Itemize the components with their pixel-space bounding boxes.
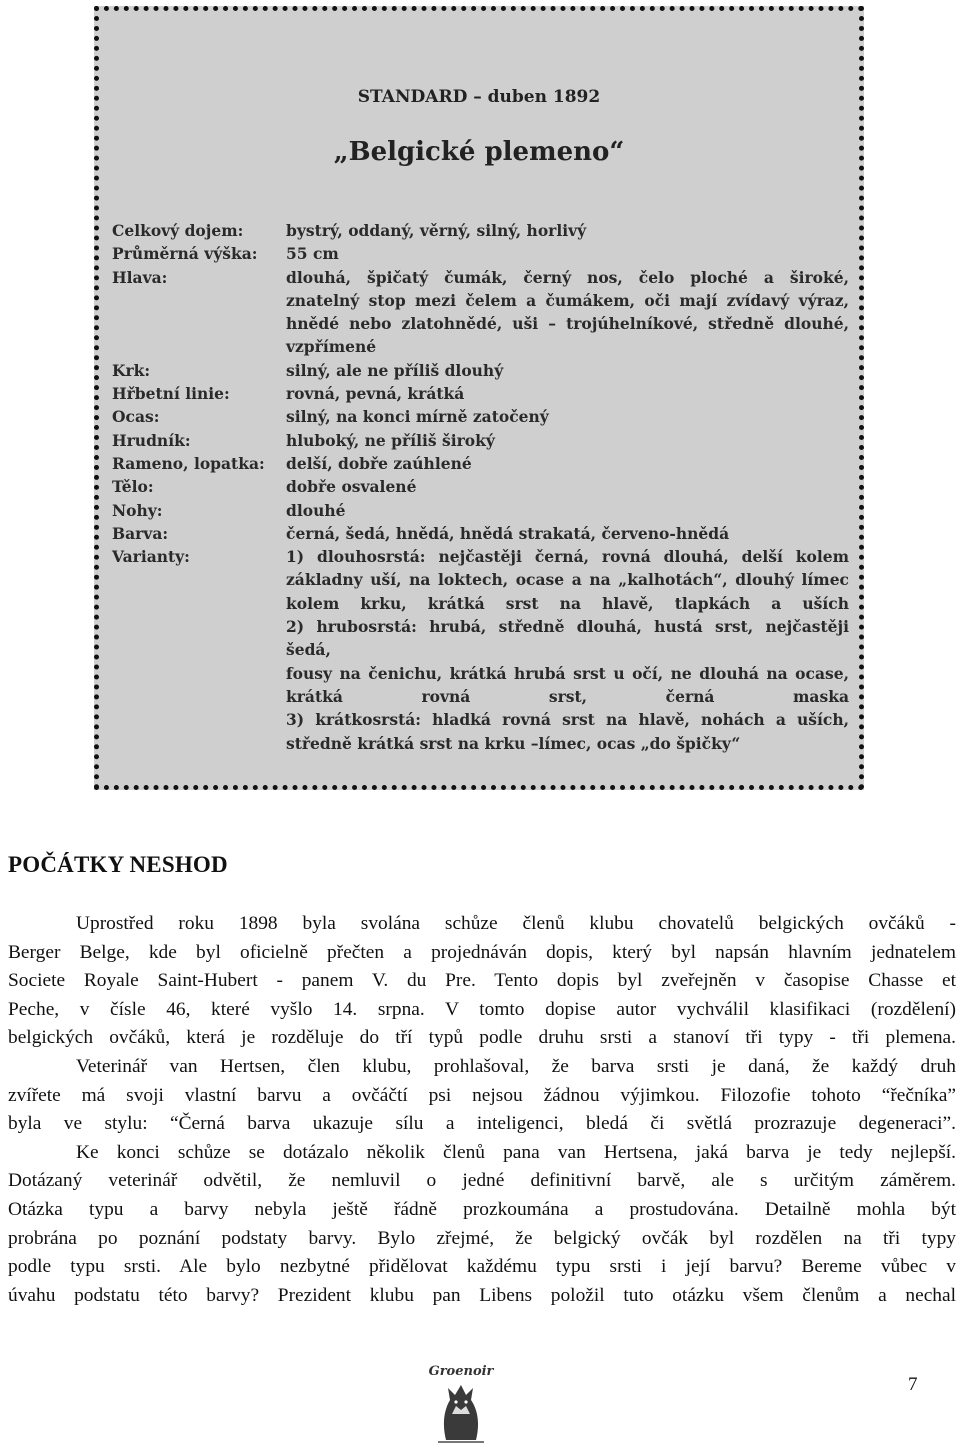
- article-line: Uprostřed roku 1898 byla svolána schůze členů klubu chovatelů belgických ovčáků -: [76, 913, 956, 934]
- standard-row: [112, 242, 849, 265]
- section-title: POČÁTKY NESHOD: [8, 852, 228, 877]
- standard-value-line: rovná, pevná, krátká: [286, 384, 465, 404]
- standard-row-value: [286, 359, 849, 382]
- standard-value-line: kolem krku, krátká srst na hlavě, tlapkách a uších: [286, 593, 849, 613]
- standard-row-value: [286, 475, 849, 498]
- standard-row-label: Ocas:: [112, 407, 160, 427]
- standard-value-line: základny uší, na loktech, ocase a na „kalhotách“, dlouhý límec: [286, 570, 849, 590]
- standard-row: [112, 522, 849, 545]
- standard-box: [94, 6, 864, 790]
- article-body: [8, 910, 956, 1310]
- standard-row: [112, 452, 849, 475]
- standard-value-line: bystrý, oddaný, věrný, silný, horlivý: [286, 221, 587, 240]
- standard-row: [112, 429, 849, 452]
- standard-value-line: krátká rovná srst, černá maska: [286, 686, 849, 706]
- standard-row-value: [286, 545, 849, 755]
- standard-row: [112, 545, 849, 755]
- standard-row-label: Hlava:: [112, 267, 168, 287]
- standard-row-value: [286, 266, 849, 359]
- article-line: zvířete má svoji vlastní barvu a ovčáčtí psi nejsou žádnou výjimkou. Filozofie tohoto “řečníka”: [8, 1084, 956, 1106]
- standard-row-value: [286, 242, 849, 265]
- standard-value-line: vzpřímené: [286, 337, 377, 357]
- standard-row-label: Hrudník:: [112, 430, 191, 450]
- standard-row-label: Celkový dojem:: [112, 221, 244, 240]
- standard-row-value: [286, 382, 849, 405]
- standard-row-value: [286, 219, 849, 242]
- standard-value-line: silný, ale ne příliš dlouhý: [286, 360, 504, 380]
- standard-row-label: Barva:: [112, 523, 169, 543]
- standard-row-label: Rameno, lopatka:: [112, 453, 265, 473]
- standard-row: [112, 219, 849, 242]
- article-line: Dotázaný veterinář odvětil, že nemluvil o jedné definitivní barvě, ale s určitým záměrem.: [8, 1170, 956, 1192]
- breed-title: „Belgické plemeno“: [333, 137, 625, 167]
- groenoir-logo: [428, 1362, 494, 1444]
- standard-value-line: fousy na čenichu, krátká hrubá srst u očí, ne dlouhá na ocase,: [286, 663, 849, 683]
- standard-value-line: znatelný stop mezi čelem a čumákem, oči mají zvídavý výraz,: [286, 290, 849, 310]
- page-number: 7: [908, 1374, 918, 1395]
- standard-value-line: hluboký, ne příliš široký: [286, 430, 495, 450]
- standard-row-label: Varianty:: [112, 547, 190, 567]
- article-line: belgických ovčáků, která je rozděluje do tří typů podle druhu srsti a stanoví tři typy - tři plemena.: [8, 1027, 956, 1049]
- article-line: Peche, v čísle 46, které vyšlo 14. srpna. V tomto dopise autor vychválil klasifikaci (rozdělení): [8, 998, 956, 1020]
- article-line: byla ve stylu: “Černá barva ukazuje sílu a inteligenci, bledá či světlá prozrazuje degeneraci”.: [8, 1113, 956, 1135]
- standard-row-label: Hřbetní linie:: [112, 384, 230, 404]
- standard-value-line: dlouhé: [286, 500, 346, 520]
- standard-row-label: Tělo:: [112, 477, 154, 497]
- standard-value-line: hnědé nebo zlatohnědé, uši – trojúhelníkové, středně dlouhé,: [286, 314, 849, 334]
- standard-row-value: [286, 522, 849, 545]
- standard-row: [112, 499, 849, 522]
- standard-value-line: středně krátká srst na krku –límec, ocas „do špičky“: [286, 733, 741, 753]
- standard-row: [112, 405, 849, 428]
- article-line: Otázka typu a barvy nebyla ještě řádně prozkoumána a prostudována. Detailně mohla být: [8, 1198, 956, 1220]
- standard-row-label: Krk:: [112, 360, 151, 380]
- standard-value-line: 2) hrubosrstá: hrubá, středně dlouhá, hustá srst, nejčastěji šedá,: [286, 617, 849, 660]
- article-line: úvahu podstatu této barvy? Prezident klubu pan Libens položil tuto otázku všem členům a nechal: [8, 1284, 956, 1306]
- standard-row-value: [286, 499, 849, 522]
- standard-row-value: [286, 452, 849, 475]
- standard-value-line: delší, dobře zaúhlené: [286, 453, 472, 473]
- standard-row-label: Nohy:: [112, 500, 163, 520]
- standard-row: [112, 382, 849, 405]
- standard-value-line: 55 cm: [286, 244, 339, 264]
- standard-value-line: 1) dlouhosrstá: nejčastěji černá, rovná dlouhá, delší kolem: [286, 547, 849, 567]
- standard-heading: STANDARD – duben 1892: [357, 87, 601, 107]
- standard-table: [112, 219, 849, 755]
- standard-row-label: Průměrná výška:: [112, 244, 258, 264]
- article-line: podle typu srsti. Ale bylo nezbytné přidělovat každému typu srsti i její barvu? Bereme vůbec v: [8, 1256, 956, 1278]
- article-line: Societe Royale Saint-Hubert - panem V. du Pre. Tento dopis byl zveřejněn v časopise Chasse et: [8, 970, 956, 992]
- standard-value-line: dlouhá, špičatý čumák, černý nos, čelo ploché a široké,: [286, 267, 849, 287]
- standard-value-line: 3) krátkosrstá: hladká rovná srst na hlavě, nohách a uších,: [286, 710, 849, 730]
- article-line: probrána po poznání podstaty barvy. Bylo zřejmé, že belgický ovčák byl rozdělen na tři typy: [8, 1227, 956, 1249]
- standard-row-value: [286, 405, 849, 428]
- logo-text: Groenoir: [428, 1364, 494, 1379]
- article-line: Ke konci schůze se dotázalo několik členů pana van Hertsena, jaká barva je tedy nejlepší.: [76, 1141, 956, 1163]
- standard-value-line: dobře osvalené: [286, 477, 417, 497]
- standard-value-line: silný, na konci mírně zatočený: [286, 407, 549, 427]
- article-line: Berger Belge, kde byl oficielně přečten a projednáván dopis, který byl napsán hlavním jednatelem: [8, 941, 956, 963]
- standard-value-line: černá, šedá, hnědá, hnědá strakatá, červeno-hnědá: [286, 523, 730, 543]
- standard-row: [112, 475, 849, 498]
- article-line: Veterinář van Hertsen, člen klubu, prohlašoval, že barva srsti je daná, že každý druh: [76, 1055, 956, 1077]
- standard-row: [112, 266, 849, 359]
- standard-row: [112, 359, 849, 382]
- standard-row-value: [286, 429, 849, 452]
